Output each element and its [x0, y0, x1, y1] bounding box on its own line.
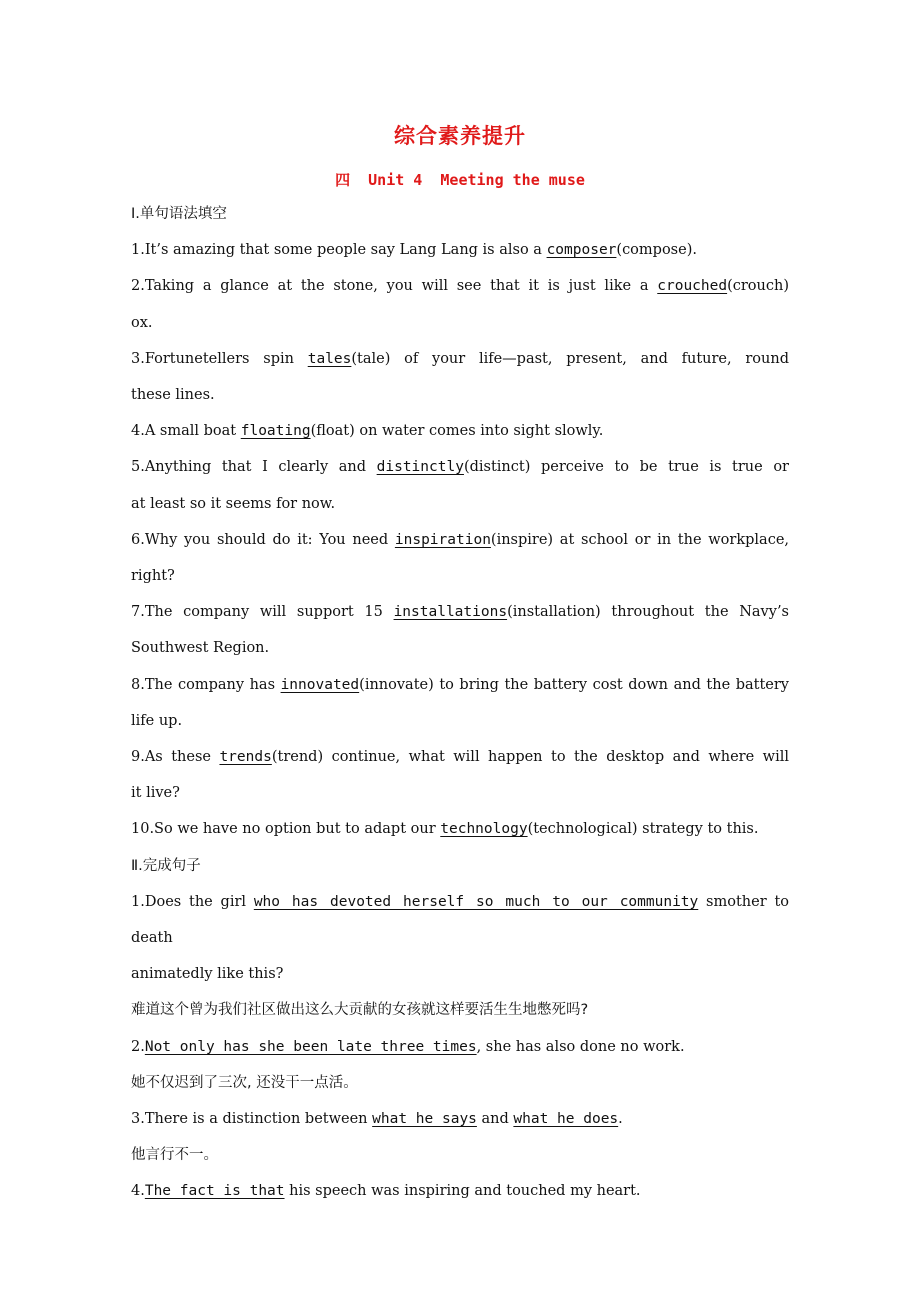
question-1	[131, 232, 789, 268]
section-heading: Ⅰ.单句语法填空	[131, 206, 227, 222]
sentence-2	[131, 1029, 789, 1065]
page-title: 综合素养提升	[394, 124, 526, 148]
chinese-translation: 她不仅迟到了三次, 还没干一点活。	[131, 1074, 358, 1091]
question-text: (compose).	[616, 242, 697, 259]
sentence-1-cont: animatedly like this?	[131, 966, 284, 983]
question-text: 3.Fortunetellers spin	[131, 350, 308, 367]
question-7	[131, 594, 789, 630]
question-9-cont: it live?	[131, 785, 180, 802]
exercise-content	[131, 196, 789, 1210]
page-subtitle: 四 Unit 4 Meeting the muse	[335, 171, 585, 189]
question-2	[131, 268, 789, 304]
question-text: 4.	[131, 1183, 145, 1200]
question-text: (float) on water comes into sight slowly.	[310, 423, 604, 440]
question-text: (crouch)	[727, 278, 789, 295]
question-text: his speech was inspiring and touched my heart.	[284, 1183, 641, 1200]
question-text: , she has also done no work.	[476, 1038, 685, 1055]
question-text: and	[476, 1111, 514, 1128]
answer-blank: composer	[546, 242, 617, 259]
answer-blank: distinctly	[376, 459, 464, 476]
sentence-3	[131, 1101, 789, 1137]
answer-blank: Not only has she been late three times	[144, 1038, 477, 1055]
sentence-1	[131, 884, 789, 956]
question-text: 1.Does the girl	[131, 893, 254, 910]
question-text: 4.A small boat	[131, 423, 241, 440]
answer-blank: trends	[219, 749, 272, 766]
question-text: (trend) continue, what will happen to the desktop and where will	[271, 749, 789, 766]
question-10	[131, 811, 789, 847]
question-text: 7.The company will support 15	[131, 604, 394, 621]
answer-blank: The fact is that	[144, 1183, 285, 1200]
section-heading: Ⅱ.完成句子	[131, 857, 201, 874]
question-text: 5.Anything that I clearly and	[131, 459, 377, 476]
question-text: (innovate) to bring the battery cost down and the battery	[359, 676, 789, 693]
chinese-translation: 他言行不一。	[131, 1147, 218, 1164]
question-text: (distinct) perceive to be true is true or	[463, 459, 789, 476]
answer-blank: floating	[240, 423, 311, 440]
question-4	[131, 413, 789, 449]
answer-blank: installations	[393, 604, 508, 621]
question-text: 2.Taking a glance at the stone, you will see that it is just like a	[131, 278, 658, 295]
answer-blank: innovated	[280, 676, 360, 693]
question-6	[131, 522, 789, 558]
question-6-cont: right?	[131, 568, 175, 585]
answer-blank: tales	[307, 350, 352, 367]
answer-blank: inspiration	[394, 531, 491, 548]
question-8-cont: life up.	[131, 712, 183, 729]
sentence-4	[131, 1173, 789, 1209]
question-text: .	[618, 1111, 623, 1128]
question-3-cont: these lines.	[131, 387, 215, 404]
question-text: 1.It’s amazing that some people say Lang Lang is also a	[131, 242, 547, 259]
question-text: 6.Why you should do it: You need	[131, 531, 395, 548]
question-3	[131, 341, 789, 377]
answer-blank: who has devoted herself so much to our community	[253, 893, 699, 910]
question-text: smother to death	[131, 893, 789, 947]
question-text: (tale) of your life—past, present, and future, round	[351, 350, 789, 367]
question-5-cont: at least so it seems for now.	[131, 495, 336, 512]
answer-blank: what he says	[372, 1111, 477, 1128]
answer-blank: what he does	[513, 1111, 619, 1128]
question-text: 3.There is a distinction between	[131, 1111, 373, 1128]
question-9	[131, 739, 789, 775]
chinese-translation: 难道这个曾为我们社区做出这么大贡献的女孩就这样要活生生地憋死吗?	[131, 1002, 589, 1019]
question-text: (inspire) at school or in the workplace,	[490, 531, 790, 548]
question-text: 9.As these	[131, 749, 220, 766]
question-text: (technological) strategy to this.	[527, 821, 759, 838]
answer-blank: technology	[440, 821, 528, 838]
answer-blank: crouched	[657, 278, 728, 295]
question-text: (installation) throughout the Navy’s	[507, 604, 789, 621]
question-7-cont: Southwest Region.	[131, 640, 270, 657]
question-5	[131, 449, 789, 485]
question-text: 10.So we have no option but to adapt our	[131, 821, 441, 838]
question-text: 8.The company has	[131, 676, 281, 693]
question-2-cont: ox.	[131, 314, 153, 331]
question-8	[131, 667, 789, 703]
question-text: 2.	[131, 1038, 145, 1055]
